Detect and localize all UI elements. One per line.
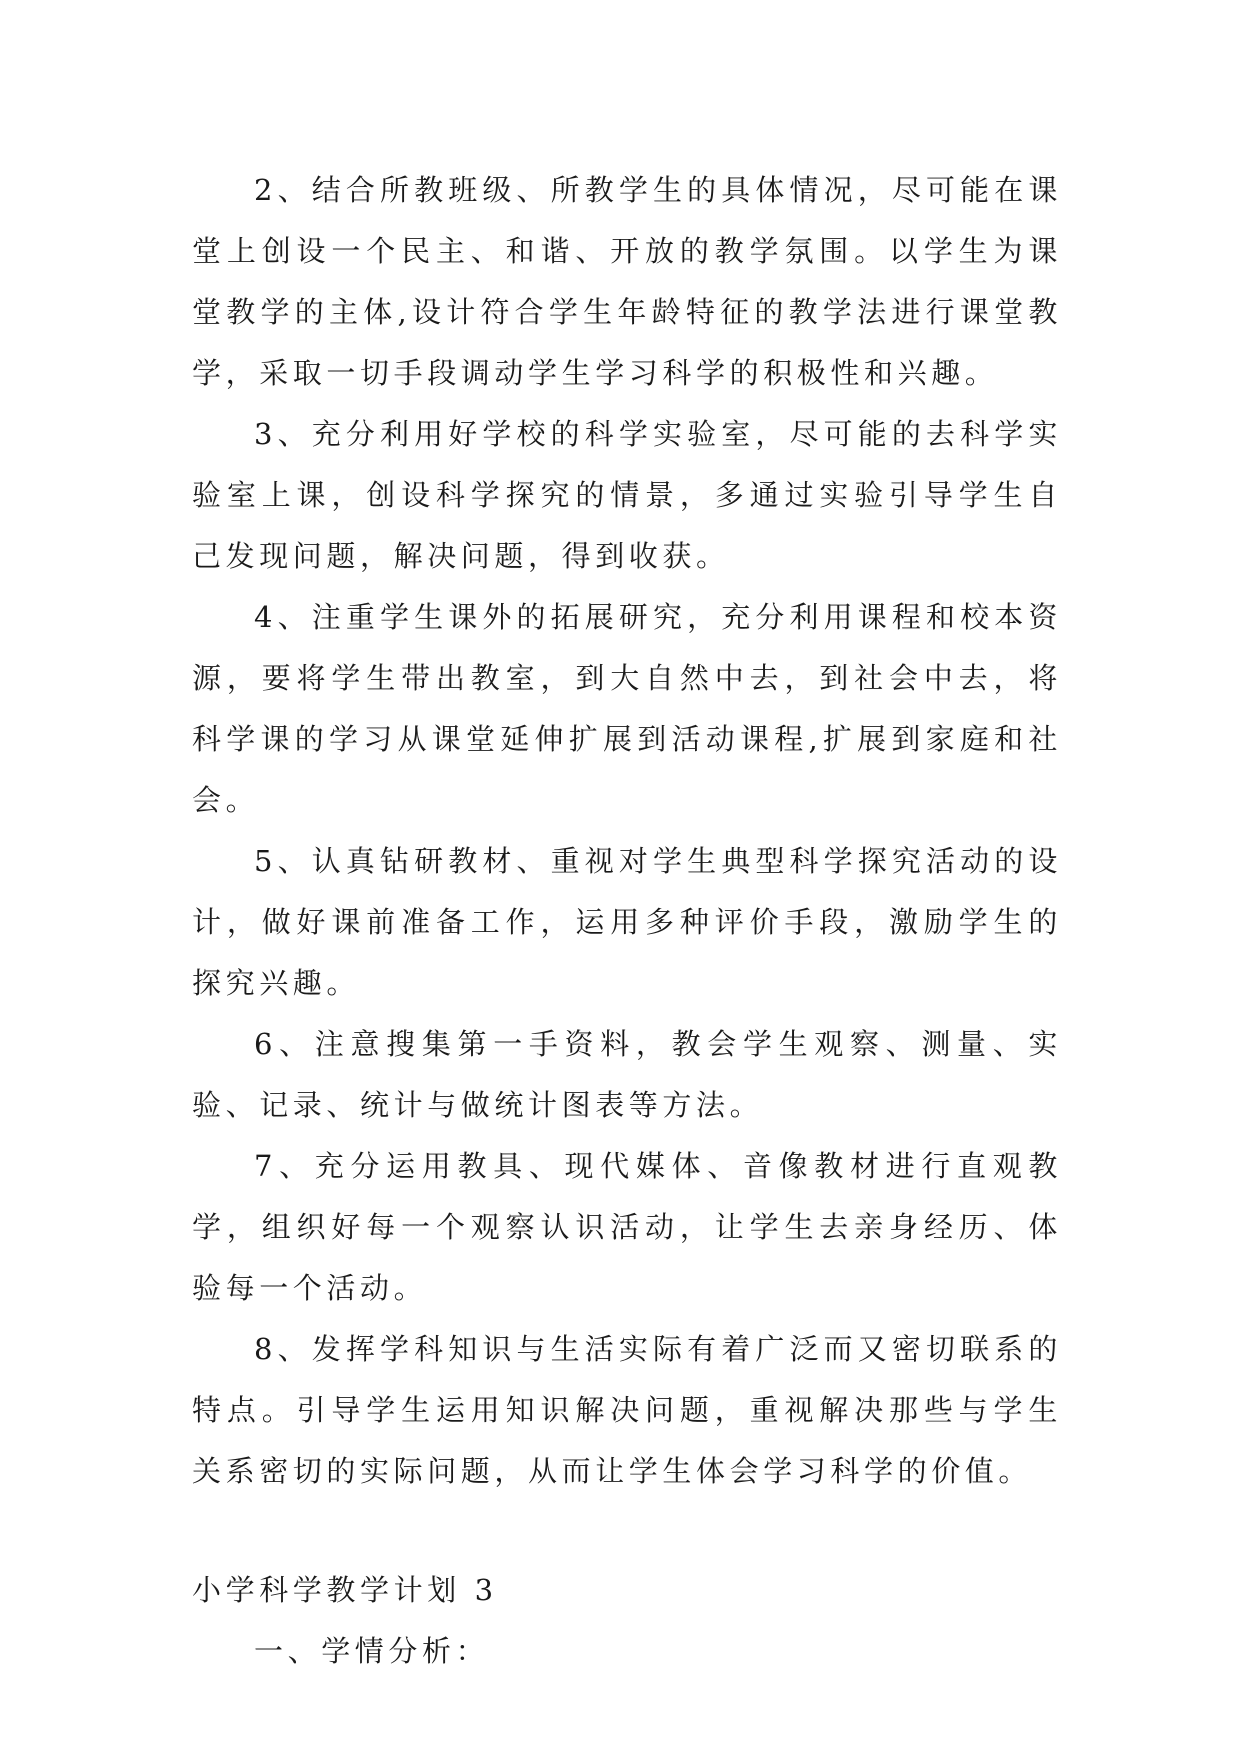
paragraph-item-6: 6、注意搜集第一手资料，教会学生观察、测量、实验、记录、统计与做统计图表等方法。 (192, 1027, 1062, 1122)
section-subtitle: 一、学情分析： (254, 1634, 490, 1668)
paragraph-item-8: 8、发挥学科知识与生活实际有着广泛而又密切联系的特点。引导学生运用知识解决问题，重视解决那些与学生关系密切的实际问题，从而让学生体会学习科学的价值。 (192, 1332, 1062, 1488)
paragraph-item-7: 7、充分运用教具、现代媒体、音像教材进行直观教学，组织好每一个观察认识活动，让学生去亲身经历、体验每一个活动。 (192, 1149, 1062, 1305)
paragraph-item-3: 3、充分利用好学校的科学实验室，尽可能的去科学实验室上课，创设科学探究的情景，多通过实验引导学生自己发现问题，解决问题，得到收获。 (192, 417, 1062, 573)
section-gap (192, 1502, 1062, 1560)
paragraph-item-4: 4、注重学生课外的拓展研究，充分利用课程和校本资源，要将学生带出教室，到大自然中去，到社会中去，将科学课的学习从课堂延伸扩展到活动课程,扩展到家庭和社会。 (192, 600, 1062, 817)
document-page (192, 160, 1062, 1682)
paragraph-item-2: 2、结合所教班级、所教学生的具体情况，尽可能在课堂上创设一个民主、和谐、开放的教学氛围。以学生为课堂教学的主体,设计符合学生年龄特征的教学法进行课堂教学，采取一切手段调动学生学习科学的积极性和兴趣。 (192, 173, 1062, 390)
paragraph-item-5: 5、认真钻研教材、重视对学生典型科学探究活动的设计，做好课前准备工作，运用多种评价手段，激励学生的探究兴趣。 (192, 844, 1062, 1000)
section-title: 小学科学教学计划 3 (192, 1573, 498, 1607)
